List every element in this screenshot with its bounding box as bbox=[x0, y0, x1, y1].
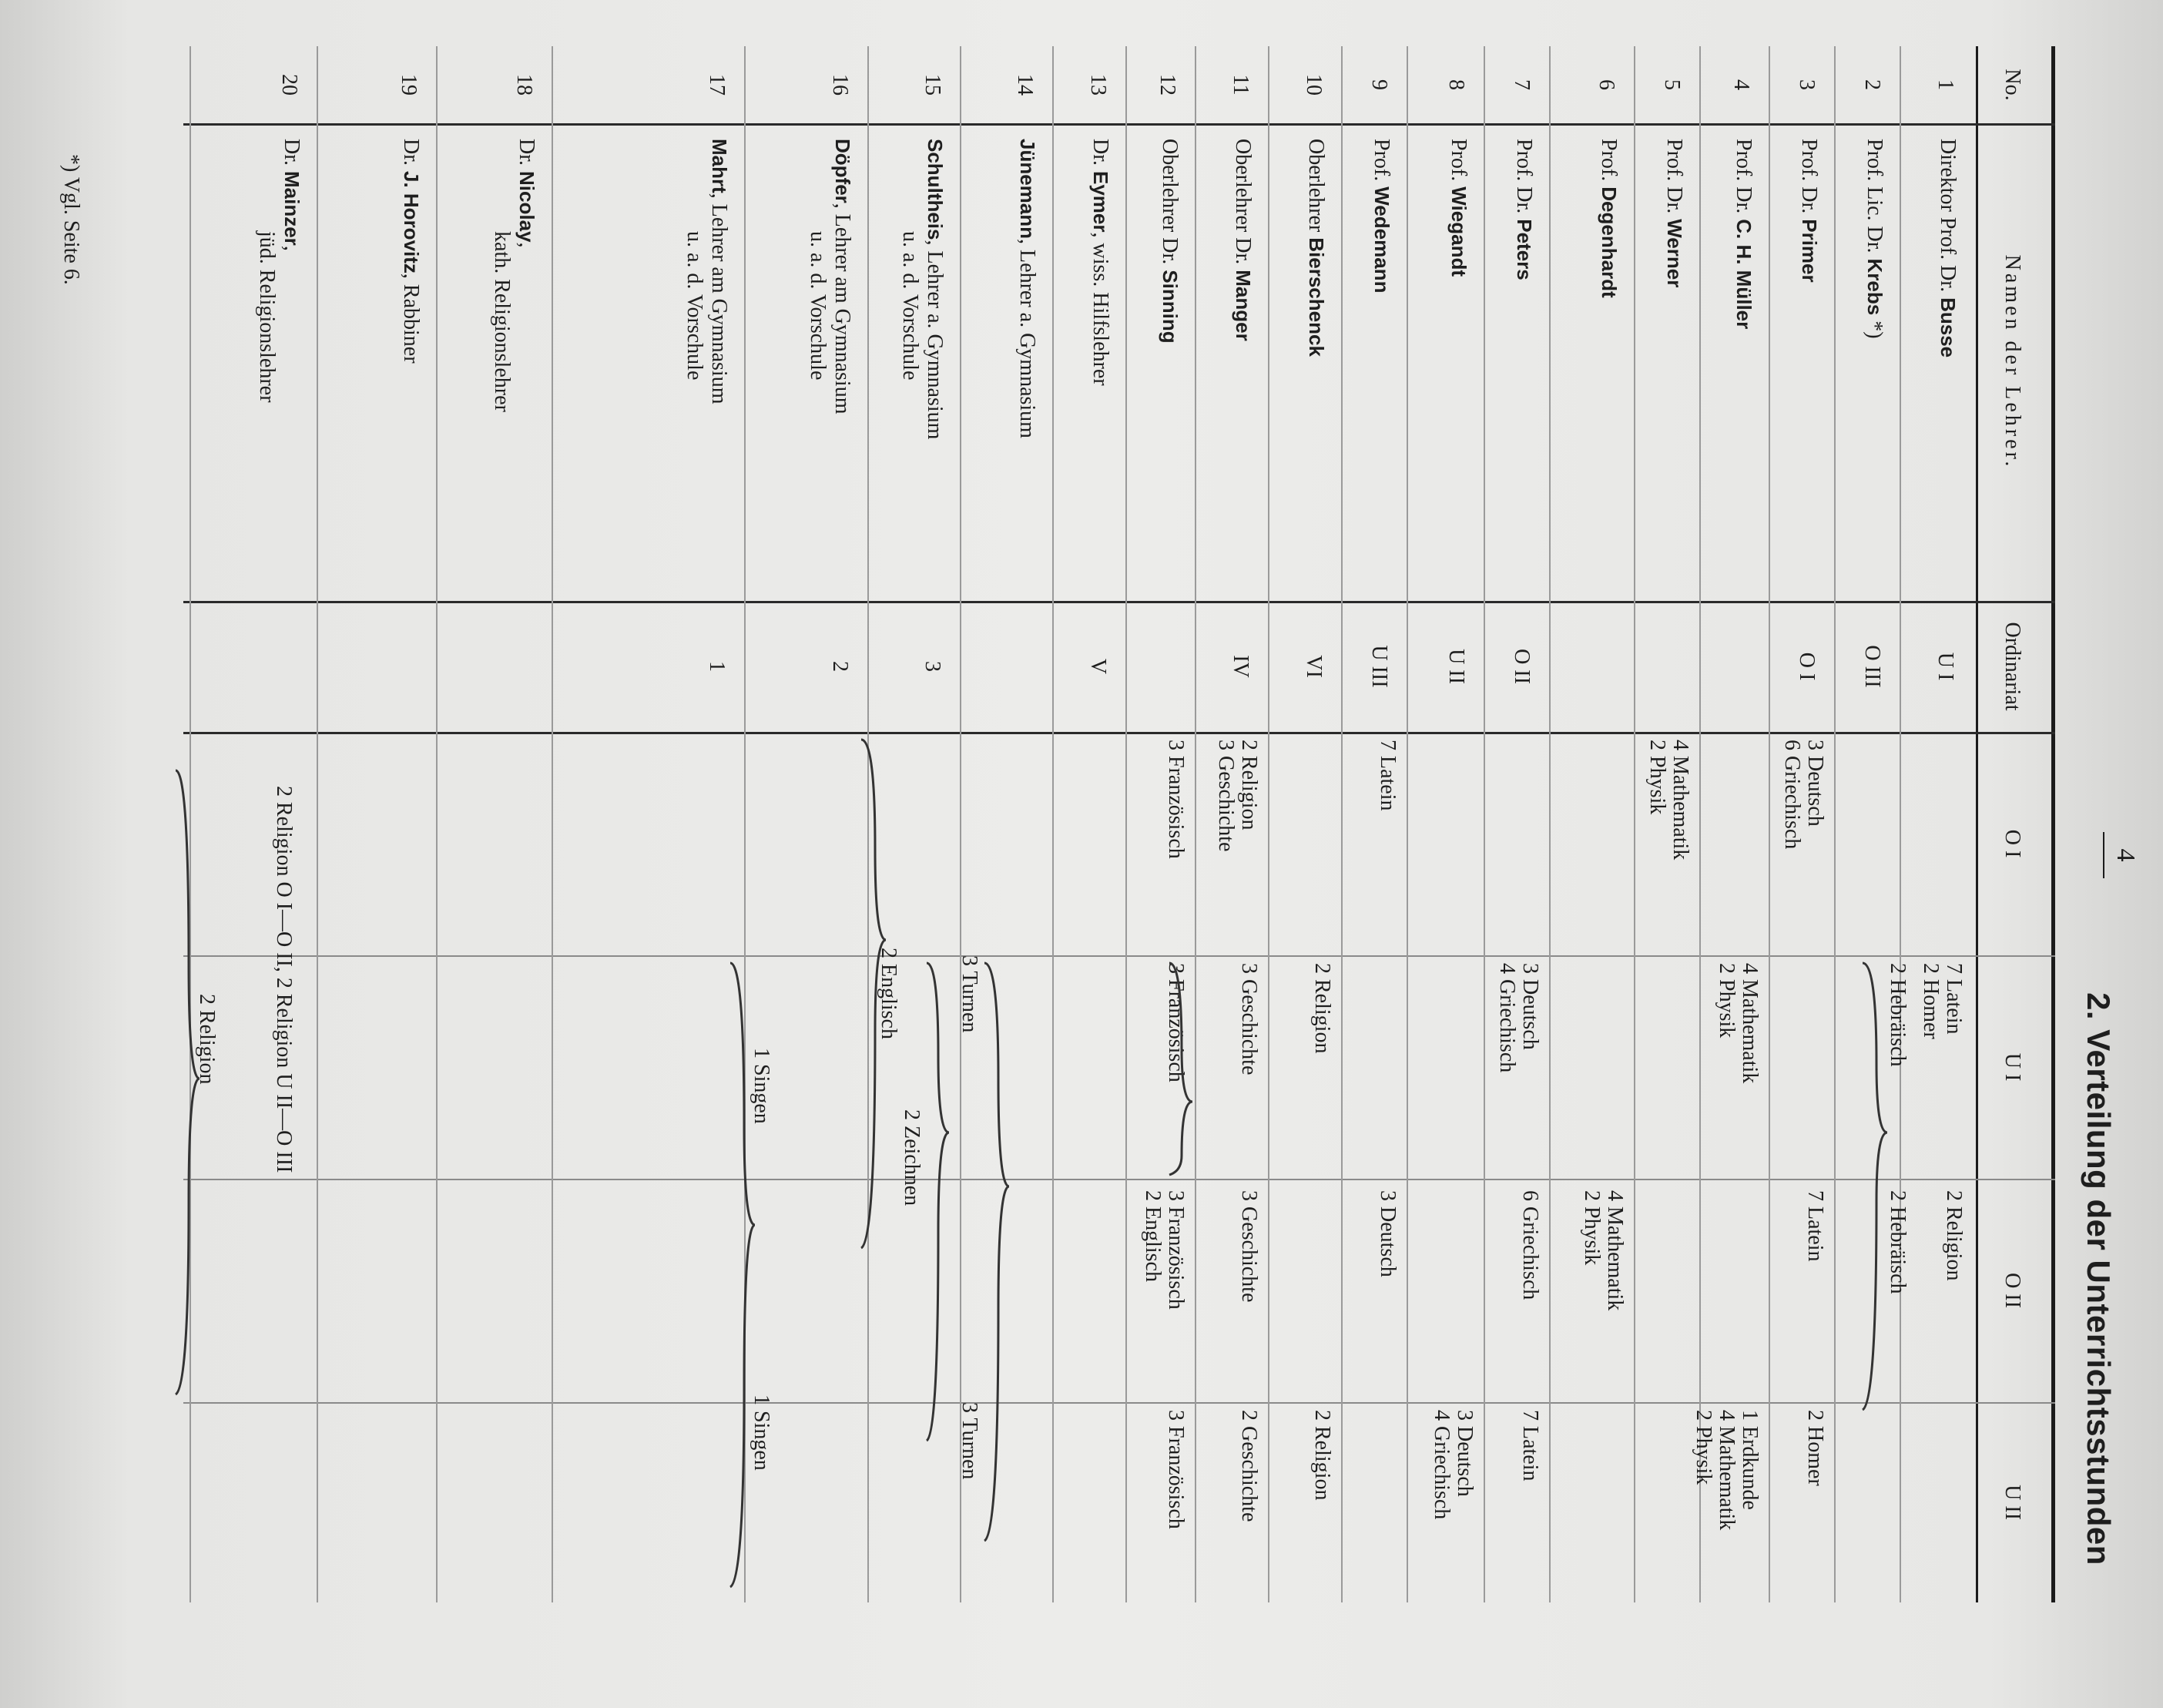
lesson-entry: 3 Französisch bbox=[1164, 740, 1188, 859]
header-class-oii: O II bbox=[2000, 1273, 2024, 1308]
lesson-entry: 6 Griechisch bbox=[1780, 740, 1804, 850]
table-top-rule bbox=[2051, 46, 2055, 1602]
lesson-entry: 2 Physik bbox=[1645, 740, 1669, 815]
lesson-entry: 3 Französisch bbox=[1164, 1190, 1188, 1310]
lesson-entry: 7 Latein bbox=[1942, 963, 1966, 1035]
teacher-role: , bbox=[515, 242, 538, 248]
ordinariat-value: O III bbox=[1860, 645, 1884, 688]
row-separator bbox=[960, 46, 961, 1602]
teacher-title: Oberlehrer Dr. bbox=[1231, 139, 1255, 270]
cell-r16-singen-1: 1 Singen bbox=[750, 1048, 773, 1124]
lesson-cell bbox=[1919, 963, 1965, 1039]
lesson-cell bbox=[1164, 740, 1187, 859]
teacher-name bbox=[489, 139, 539, 593]
row-number: 11 bbox=[1229, 74, 1253, 96]
lesson-cell bbox=[1495, 963, 1541, 1072]
teacher-name bbox=[897, 139, 947, 593]
teacher-title: Prof. Dr. bbox=[1732, 139, 1756, 220]
teacher-surname: Werner bbox=[1663, 219, 1686, 288]
footnote: *) Vgl. Seite 6. bbox=[59, 154, 83, 285]
teacher-surname: Busse bbox=[1937, 297, 1960, 358]
ordinariat-value: IV bbox=[1229, 655, 1253, 678]
lesson-entry: 2 Religion bbox=[1942, 1190, 1966, 1281]
row-separator bbox=[1195, 46, 1196, 1602]
teacher-surname: Krebs bbox=[1863, 258, 1886, 316]
row-separator bbox=[1125, 46, 1127, 1602]
teacher-surname: Mahrt bbox=[708, 139, 731, 193]
teacher-surname: J. Horovitz bbox=[400, 171, 423, 273]
teacher-title: Dr. bbox=[280, 139, 303, 171]
teacher-surname: Jünemann bbox=[1016, 139, 1039, 240]
lesson-cell bbox=[1518, 1410, 1541, 1481]
row-separator bbox=[1407, 46, 1408, 1602]
lesson-cell bbox=[1164, 1410, 1187, 1529]
row-number: 1 bbox=[1933, 79, 1957, 90]
lesson-cell bbox=[1237, 1410, 1260, 1522]
teacher-name bbox=[1014, 139, 1040, 593]
row-separator bbox=[552, 46, 553, 1602]
teacher-surname: Döpfer bbox=[831, 139, 854, 203]
ordinariat-value: U III bbox=[1367, 645, 1391, 688]
teacher-name bbox=[1157, 139, 1182, 593]
lesson-cell bbox=[1580, 1190, 1626, 1310]
header-ordinariat: Ordinariat bbox=[2000, 622, 2024, 711]
cell-r2-hebraisch-oi-ui: 2 Hebräisch bbox=[1886, 963, 1910, 1067]
teacher-name bbox=[1862, 139, 1887, 593]
lesson-entry: 3 Deutsch bbox=[1518, 963, 1542, 1050]
teacher-surname: Eymer bbox=[1089, 171, 1112, 233]
teacher-title: Prof. bbox=[1597, 139, 1621, 187]
teacher-role: , Rabbiner bbox=[399, 273, 423, 364]
lesson-cell bbox=[1141, 1190, 1187, 1310]
row-number: 7 bbox=[1510, 79, 1534, 90]
teacher-name bbox=[1731, 139, 1756, 593]
row-separator bbox=[1341, 46, 1343, 1602]
teacher-name bbox=[1446, 139, 1471, 593]
header-no: No. bbox=[2000, 69, 2024, 101]
lesson-cell bbox=[1692, 1410, 1761, 1530]
lesson-entry: 3 Französisch bbox=[1164, 1410, 1188, 1529]
row-number: 20 bbox=[277, 74, 301, 96]
lesson-cell bbox=[1780, 740, 1826, 849]
ordinariat-value: 2 bbox=[828, 661, 852, 672]
lesson-entry: 2 Religion bbox=[1310, 963, 1334, 1054]
teacher-surname: Manger bbox=[1232, 270, 1255, 341]
lesson-cell bbox=[1942, 1190, 1965, 1280]
lesson-cell bbox=[1376, 1190, 1399, 1277]
lesson-entry: 3 Geschichte bbox=[1237, 963, 1261, 1075]
teacher-role-line2: kath. Religionslehrer bbox=[490, 231, 514, 412]
teacher-title: Prof. Dr. bbox=[1797, 139, 1821, 220]
row-number: 9 bbox=[1367, 79, 1391, 90]
lesson-entry: 7 Latein bbox=[1518, 1410, 1542, 1481]
row-number: 15 bbox=[921, 74, 944, 96]
cell-r18-religion: 2 Religion O I—O II, 2 Religion U II—O III bbox=[272, 786, 296, 1173]
teacher-surname: Sinning bbox=[1159, 270, 1182, 344]
teacher-surname: Degenhardt bbox=[1598, 186, 1621, 298]
lesson-entry: 3 Deutsch bbox=[1453, 1410, 1477, 1497]
ordinariat-value: U I bbox=[1933, 652, 1957, 681]
lesson-entry: 3 Geschichte bbox=[1214, 740, 1238, 852]
lesson-entry: 4 Griechisch bbox=[1430, 1410, 1454, 1520]
lesson-entry: 4 Mathematik bbox=[1668, 740, 1692, 861]
teacher-role: , wiss. Hilfslehrer bbox=[1088, 232, 1112, 386]
row-separator bbox=[867, 46, 869, 1602]
teacher-surname: Peters bbox=[1513, 219, 1536, 280]
teacher-role: , Lehrer am Gymnasium bbox=[707, 193, 731, 404]
lesson-entry: 2 Englisch bbox=[1141, 1190, 1165, 1282]
row-number: 5 bbox=[1660, 79, 1684, 90]
teacher-role: , Lehrer a. Gymnasium bbox=[1015, 239, 1039, 438]
row-separator bbox=[1699, 46, 1701, 1602]
teacher-name bbox=[254, 139, 304, 593]
row-number: 4 bbox=[1729, 79, 1753, 90]
teacher-surname: Nicolay bbox=[515, 171, 538, 243]
teacher-title: Prof. Dr. bbox=[1512, 139, 1536, 220]
column-line-no bbox=[183, 123, 2055, 126]
title-number: 2. bbox=[2081, 992, 2117, 1021]
teacher-name bbox=[1369, 139, 1394, 593]
brace-r2 bbox=[1863, 963, 1887, 1410]
lesson-cell bbox=[1430, 1410, 1476, 1519]
row-separator bbox=[1268, 46, 1269, 1602]
row-separator bbox=[1052, 46, 1054, 1602]
row-number: 18 bbox=[512, 74, 536, 96]
lesson-entry: 4 Mathematik bbox=[1603, 1190, 1627, 1311]
row-number: 10 bbox=[1302, 74, 1326, 96]
row-number: 14 bbox=[1013, 74, 1037, 96]
row-number: 3 bbox=[1795, 79, 1819, 90]
row-number: 16 bbox=[828, 74, 852, 96]
column-line-oi bbox=[183, 955, 2055, 957]
lesson-entry: 2 Homer bbox=[1803, 1410, 1827, 1486]
lesson-cell bbox=[1164, 963, 1187, 1082]
teacher-surname: Primer bbox=[1798, 219, 1821, 283]
teacher-surname: Wedemann bbox=[1370, 186, 1393, 294]
teacher-title: Prof. bbox=[1447, 139, 1471, 187]
teacher-surname: Mainzer bbox=[280, 171, 303, 246]
teacher-title: Prof. bbox=[1370, 139, 1393, 187]
ordinariat-value: U II bbox=[1444, 649, 1468, 684]
teacher-surname: Schultheis bbox=[924, 139, 947, 240]
teacher-surname: C. H. Müller bbox=[1732, 219, 1756, 330]
row-number: 19 bbox=[397, 74, 421, 96]
row-separator bbox=[1549, 46, 1551, 1602]
lesson-cell bbox=[1310, 963, 1333, 1053]
row-number: 17 bbox=[705, 74, 729, 96]
teacher-title: Dr. bbox=[399, 139, 423, 171]
row-number: 12 bbox=[1155, 74, 1179, 96]
brace-r14 bbox=[984, 963, 1009, 1541]
lesson-entry: 3 Geschichte bbox=[1237, 1190, 1261, 1303]
lesson-entry: 4 Mathematik bbox=[1738, 963, 1762, 1084]
lesson-cell bbox=[1645, 740, 1692, 860]
ordinariat-value: O I bbox=[1795, 652, 1819, 681]
teacher-role-line2: jüd. Religionslehrer bbox=[255, 231, 279, 403]
cell-r14-zeichnen: 2 Zeichnen bbox=[900, 1109, 924, 1206]
lesson-entry: 2 Religion bbox=[1310, 1410, 1334, 1501]
header-class-ui: U I bbox=[2000, 1052, 2024, 1082]
cell-r16-singen-2: 1 Singen bbox=[750, 1394, 773, 1471]
lesson-entry: 2 Physik bbox=[1715, 963, 1739, 1039]
lesson-entry: 2 Geschichte bbox=[1237, 1410, 1261, 1522]
ordinariat-value: VI bbox=[1302, 655, 1326, 678]
teacher-name bbox=[398, 139, 424, 593]
teacher-title: Dr. bbox=[515, 139, 538, 171]
lesson-entry: 3 Deutsch bbox=[1376, 1190, 1400, 1277]
teacher-name bbox=[682, 139, 732, 593]
lesson-cell bbox=[1715, 963, 1761, 1083]
lesson-entry: 1 Erdkunde bbox=[1738, 1410, 1762, 1510]
teacher-title: Dr. bbox=[1088, 139, 1112, 171]
teacher-surname: Wiegandt bbox=[1447, 186, 1471, 277]
header-bottom-rule bbox=[1976, 46, 1978, 1602]
lesson-cell bbox=[1310, 1410, 1333, 1500]
column-line-ui bbox=[183, 1179, 2055, 1180]
teacher-name bbox=[1662, 139, 1687, 593]
teacher-role: *) bbox=[1863, 315, 1886, 339]
row-number: 2 bbox=[1860, 79, 1884, 90]
lesson-entry: 2 Physik bbox=[1580, 1190, 1604, 1266]
teacher-title: Direktor Prof. Dr. bbox=[1936, 139, 1960, 298]
cell-r14-turnen-2: 3 Turnen bbox=[957, 1402, 981, 1480]
teacher-title: Oberlehrer Dr. bbox=[1158, 139, 1182, 270]
teacher-role-line2: u. a. d. Vorschule bbox=[682, 231, 706, 381]
row-number: 8 bbox=[1444, 79, 1468, 90]
page-title bbox=[2080, 855, 2117, 1703]
ordinariat-value: V bbox=[1086, 658, 1110, 675]
teacher-role-line2: u. a. d. Vorschule bbox=[806, 231, 830, 381]
lesson-entry: 2 Homer bbox=[1919, 963, 1943, 1039]
row-separator bbox=[1634, 46, 1635, 1602]
teacher-name bbox=[1596, 139, 1621, 593]
lesson-cell bbox=[1237, 963, 1260, 1075]
teacher-name bbox=[1230, 139, 1256, 593]
lesson-entry: 2 Religion bbox=[1237, 740, 1261, 831]
title-text: Verteilung der Unterrichtsstunden bbox=[2081, 1029, 2117, 1565]
teacher-name bbox=[1935, 139, 1960, 593]
teacher-name bbox=[1511, 139, 1537, 593]
teacher-name bbox=[1088, 139, 1113, 593]
lesson-entry: 7 Latein bbox=[1803, 1190, 1827, 1262]
lesson-cell bbox=[1237, 1190, 1260, 1302]
lesson-cell bbox=[1214, 740, 1260, 851]
teacher-name bbox=[1303, 139, 1329, 593]
cell-r12-englisch-oi-ui: 2 Englisch bbox=[877, 948, 900, 1039]
row-separator bbox=[317, 46, 318, 1602]
ordinariat-value: 3 bbox=[921, 661, 944, 672]
column-line-name bbox=[183, 601, 2055, 603]
lesson-entry: 4 Mathematik bbox=[1715, 1410, 1739, 1531]
lesson-entry: 3 Deutsch bbox=[1803, 740, 1827, 827]
lesson-cell bbox=[1803, 1410, 1826, 1486]
cell-r19-religion: 2 Religion bbox=[195, 994, 219, 1085]
teacher-role-line2: u. a. d. Vorschule bbox=[898, 231, 922, 381]
cell-r14-turnen-1: 3 Turnen bbox=[957, 955, 981, 1033]
teacher-role: , bbox=[280, 245, 303, 251]
teacher-name bbox=[805, 139, 855, 593]
teacher-title: Prof. Dr. bbox=[1662, 139, 1686, 220]
row-separator bbox=[1484, 46, 1485, 1602]
ordinariat-value: 1 bbox=[705, 661, 729, 672]
lesson-entry: 7 Latein bbox=[1376, 740, 1400, 811]
page-number: 4 bbox=[2111, 848, 2140, 862]
row-number: 6 bbox=[1595, 79, 1618, 90]
teacher-title: Prof. Lic. Dr. bbox=[1863, 139, 1886, 259]
lesson-entry: 3 Französisch bbox=[1164, 963, 1188, 1082]
teacher-surname: Bierschenck bbox=[1305, 237, 1328, 357]
teacher-role: , Lehrer am Gymnasium bbox=[830, 203, 854, 414]
lesson-cell bbox=[1803, 1190, 1826, 1262]
column-line-oii bbox=[183, 1402, 2055, 1404]
column-line-ordinariat bbox=[183, 732, 2055, 734]
header-class-oi: O I bbox=[2000, 829, 2024, 858]
row-separator bbox=[189, 46, 191, 1602]
header-name: Namen der Lehrer. bbox=[2000, 254, 2024, 470]
lesson-entry: 4 Griechisch bbox=[1495, 963, 1519, 1073]
row-separator bbox=[436, 46, 438, 1602]
row-separator bbox=[744, 46, 746, 1602]
brace-r12-r14 bbox=[927, 963, 949, 1441]
teacher-title: Oberlehrer bbox=[1304, 139, 1328, 238]
teacher-name bbox=[1796, 139, 1822, 593]
lesson-entry: 2 Physik bbox=[1692, 1410, 1715, 1485]
row-number: 13 bbox=[1086, 74, 1110, 96]
row-separator bbox=[1769, 46, 1770, 1602]
lesson-cell bbox=[1518, 1190, 1541, 1300]
header-class-uii: U II bbox=[2000, 1485, 2024, 1520]
ordinariat-value: O II bbox=[1510, 649, 1534, 684]
lesson-entry: 6 Griechisch bbox=[1518, 1190, 1542, 1300]
row-separator bbox=[1900, 46, 1901, 1602]
cell-r2-hebraisch-oii: 2 Hebräisch bbox=[1886, 1190, 1910, 1294]
row-separator bbox=[1834, 46, 1836, 1602]
teacher-role: , Lehrer a. Gymnasium bbox=[923, 240, 947, 440]
lesson-cell bbox=[1376, 740, 1399, 811]
